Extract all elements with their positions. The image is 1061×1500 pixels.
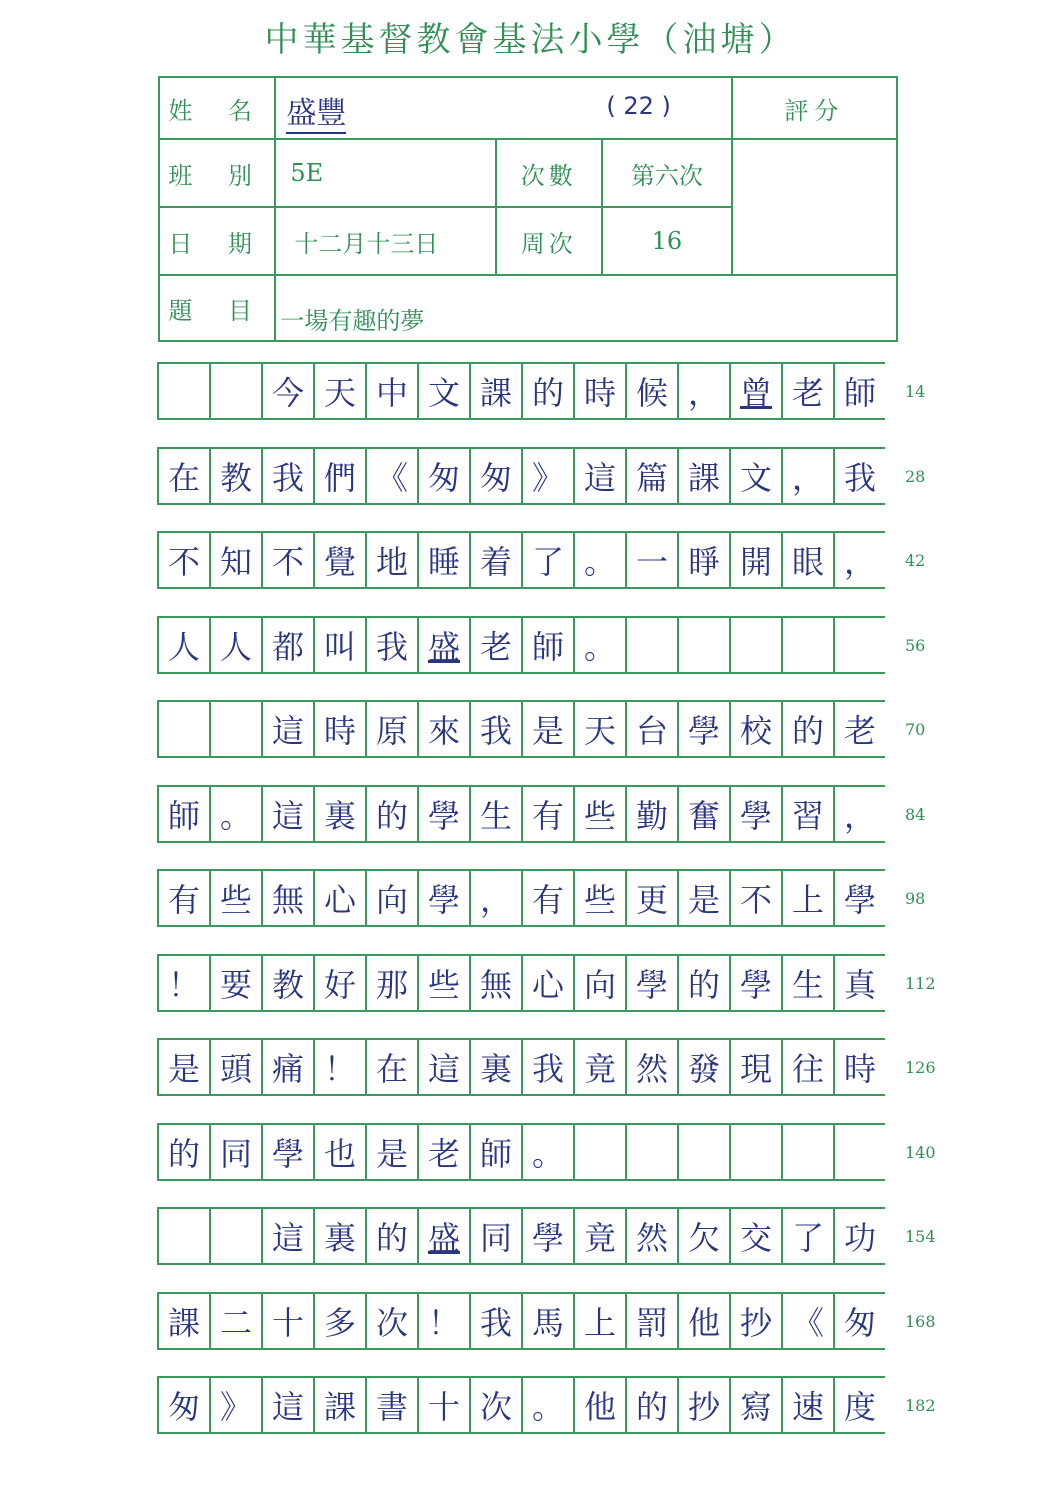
grid-cell: 同 — [469, 1207, 521, 1265]
grid-cell: 速 — [781, 1376, 833, 1434]
grid-cell: 那 — [365, 954, 417, 1012]
grid-cell: 的 — [365, 1207, 417, 1265]
grid-cell: 是 — [521, 700, 573, 758]
grid-cell: 時 — [573, 362, 625, 420]
grid-cell: 馬 — [521, 1292, 573, 1350]
grid-cell: 無 — [261, 869, 313, 927]
grid-cell: 的 — [521, 362, 573, 420]
grid-cell: 課 — [313, 1376, 365, 1434]
date-value: 十二月十三日 — [275, 207, 495, 275]
header-table — [158, 76, 898, 342]
grid-cell: 這 — [261, 1207, 313, 1265]
grid-cell: 時 — [313, 700, 365, 758]
grid-cell — [625, 1123, 677, 1181]
grid-cell — [781, 616, 833, 674]
grid-cell: 更 — [625, 869, 677, 927]
grid-cell: 。 — [209, 785, 261, 843]
grid-cell: 的 — [625, 1376, 677, 1434]
grid-cell: 竟 — [573, 1038, 625, 1096]
grid-cell: 抄 — [729, 1292, 781, 1350]
grid-cell: 上 — [573, 1292, 625, 1350]
row-count: 28 — [905, 467, 926, 486]
grid-cell: 這 — [261, 1376, 313, 1434]
row-count: 140 — [905, 1143, 936, 1162]
week-label: 周次 — [496, 207, 602, 275]
grid-cell: 向 — [573, 954, 625, 1012]
grid-cell: 這 — [261, 785, 313, 843]
grid-cell: 學 — [521, 1207, 573, 1265]
grid-cell: 候 — [625, 362, 677, 420]
grid-cell: 在 — [365, 1038, 417, 1096]
grid-cell: 裏 — [469, 1038, 521, 1096]
grid-cell: 竟 — [573, 1207, 625, 1265]
grid-cell: 教 — [209, 447, 261, 505]
grid-cell: 學 — [261, 1123, 313, 1181]
grid-cell: 有 — [157, 869, 209, 927]
grid-cell: 開 — [729, 531, 781, 589]
grid-cell: 篇 — [625, 447, 677, 505]
grid-cell: 學 — [729, 785, 781, 843]
grid-cell: 學 — [677, 700, 729, 758]
times-label: 次數 — [496, 139, 602, 207]
grid-cell: 同 — [209, 1123, 261, 1181]
grid-cell: 我 — [261, 447, 313, 505]
grid-cell: 奮 — [677, 785, 729, 843]
grid-cell: 心 — [313, 869, 365, 927]
grid-cell: 這 — [261, 700, 313, 758]
grid-cell — [209, 700, 261, 758]
date-label: 日 期 — [159, 207, 275, 275]
grid-cell: 有 — [521, 869, 573, 927]
grid-cell — [677, 1123, 729, 1181]
grid-cell: 匆 — [469, 447, 521, 505]
grid-cell: 的 — [157, 1123, 209, 1181]
grid-cell: 習 — [781, 785, 833, 843]
grid-cell: 。 — [521, 1123, 573, 1181]
grid-cell: 今 — [261, 362, 313, 420]
grid-cell: 的 — [781, 700, 833, 758]
grid-cell: 是 — [677, 869, 729, 927]
grid-cell — [209, 362, 261, 420]
grid-cell: 《 — [781, 1292, 833, 1350]
grid-row — [157, 700, 926, 760]
grid-cell — [729, 616, 781, 674]
name-label: 姓 名 — [159, 77, 275, 139]
name-cell — [275, 77, 732, 139]
grid-cell: 在 — [157, 447, 209, 505]
grid-cell: 也 — [313, 1123, 365, 1181]
grid-cell: 曾 — [729, 362, 781, 420]
grid-cell: 校 — [729, 700, 781, 758]
grid-cell: ， — [833, 531, 885, 589]
grid-cell — [833, 616, 885, 674]
grid-cell: 們 — [313, 447, 365, 505]
grid-cell: 天 — [573, 700, 625, 758]
grid-cell: 師 — [469, 1123, 521, 1181]
row-count: 14 — [905, 382, 926, 401]
grid-cell: 原 — [365, 700, 417, 758]
grid-cell: 然 — [625, 1038, 677, 1096]
grid-cell — [729, 1123, 781, 1181]
grid-cell: 了 — [521, 531, 573, 589]
grid-cell: 學 — [417, 869, 469, 927]
grid-cell: 睜 — [677, 531, 729, 589]
grid-cell: 有 — [521, 785, 573, 843]
topic-label: 題 目 — [159, 275, 275, 341]
grid-cell: 了 — [781, 1207, 833, 1265]
grid-cell: ！ — [417, 1292, 469, 1350]
score-label: 評分 — [732, 77, 897, 139]
grid-cell: 學 — [625, 954, 677, 1012]
grid-cell: 心 — [521, 954, 573, 1012]
grid-cell: 這 — [417, 1038, 469, 1096]
grid-cell: 寫 — [729, 1376, 781, 1434]
grid-cell: 師 — [157, 785, 209, 843]
score-box — [732, 139, 897, 275]
grid-cell: 我 — [469, 700, 521, 758]
grid-cell: 老 — [469, 616, 521, 674]
grid-cell: ， — [833, 785, 885, 843]
grid-cell: 我 — [521, 1038, 573, 1096]
grid-cell: 勤 — [625, 785, 677, 843]
grid-cell: 匆 — [833, 1292, 885, 1350]
topic-value: 一場有趣的夢 — [275, 275, 897, 341]
grid-cell — [625, 616, 677, 674]
grid-cell: 學 — [833, 869, 885, 927]
grid-row — [157, 954, 936, 1014]
grid-cell: 欠 — [677, 1207, 729, 1265]
grid-cell: 些 — [573, 785, 625, 843]
grid-cell: 上 — [781, 869, 833, 927]
grid-cell: ， — [677, 362, 729, 420]
grid-cell — [209, 1207, 261, 1265]
grid-cell: 課 — [469, 362, 521, 420]
class-label: 班 別 — [159, 139, 275, 207]
grid-cell: 次 — [469, 1376, 521, 1434]
grid-row — [157, 616, 926, 676]
grid-row — [157, 785, 926, 845]
row-count: 84 — [905, 805, 926, 824]
grid-cell: 痛 — [261, 1038, 313, 1096]
grid-cell: 天 — [313, 362, 365, 420]
grid-cell: 的 — [677, 954, 729, 1012]
grid-cell: ！ — [313, 1038, 365, 1096]
grid-cell: 學 — [417, 785, 469, 843]
grid-row — [157, 1207, 936, 1267]
row-count: 168 — [905, 1312, 936, 1331]
grid-cell: 知 — [209, 531, 261, 589]
grid-cell: 現 — [729, 1038, 781, 1096]
grid-cell — [157, 362, 209, 420]
row-count: 126 — [905, 1058, 936, 1077]
grid-row — [157, 869, 926, 929]
grid-cell: 向 — [365, 869, 417, 927]
grid-cell: 然 — [625, 1207, 677, 1265]
row-count: 56 — [905, 636, 926, 655]
grid-cell: 生 — [781, 954, 833, 1012]
grid-row — [157, 447, 926, 507]
grid-cell: 眼 — [781, 531, 833, 589]
grid-cell: 二 — [209, 1292, 261, 1350]
grid-cell — [781, 1123, 833, 1181]
grid-cell: 《 — [365, 447, 417, 505]
grid-cell: 人 — [157, 616, 209, 674]
grid-cell: 覺 — [313, 531, 365, 589]
row-count: 70 — [905, 720, 926, 739]
class-value: 5E — [275, 139, 495, 207]
grid-cell: ， — [781, 447, 833, 505]
row-count: 112 — [905, 974, 936, 993]
grid-cell: 匆 — [157, 1376, 209, 1434]
grid-cell: 無 — [469, 954, 521, 1012]
grid-cell: 師 — [833, 362, 885, 420]
grid-cell: 些 — [209, 869, 261, 927]
grid-cell: 盛 — [417, 616, 469, 674]
grid-cell: 叫 — [313, 616, 365, 674]
grid-cell: 的 — [365, 785, 417, 843]
grid-cell: 不 — [157, 531, 209, 589]
row-count: 42 — [905, 551, 926, 570]
grid-cell: 我 — [469, 1292, 521, 1350]
grid-cell: 我 — [833, 447, 885, 505]
grid-row — [157, 362, 926, 422]
grid-cell: 》 — [521, 447, 573, 505]
grid-cell: 。 — [573, 616, 625, 674]
row-count: 182 — [905, 1396, 936, 1415]
grid-cell: 。 — [573, 531, 625, 589]
grid-cell: 師 — [521, 616, 573, 674]
grid-cell — [573, 1123, 625, 1181]
week-value: 16 — [602, 207, 732, 275]
grid-cell: 十 — [417, 1376, 469, 1434]
grid-cell: 文 — [729, 447, 781, 505]
grid-cell: 頭 — [209, 1038, 261, 1096]
grid-cell: 裏 — [313, 785, 365, 843]
grid-cell: 都 — [261, 616, 313, 674]
grid-cell: 時 — [833, 1038, 885, 1096]
grid-cell: 些 — [573, 869, 625, 927]
grid-cell: 十 — [261, 1292, 313, 1350]
grid-cell: 老 — [781, 362, 833, 420]
grid-cell — [677, 616, 729, 674]
grid-row — [157, 1123, 936, 1183]
grid-cell: 課 — [157, 1292, 209, 1350]
grid-cell: 些 — [417, 954, 469, 1012]
grid-cell: 好 — [313, 954, 365, 1012]
grid-cell: 度 — [833, 1376, 885, 1434]
grid-cell: 不 — [261, 531, 313, 589]
grid-cell: 。 — [521, 1376, 573, 1434]
grid-cell: 是 — [365, 1123, 417, 1181]
grid-cell: 人 — [209, 616, 261, 674]
row-count: 98 — [905, 889, 926, 908]
grid-cell: 我 — [365, 616, 417, 674]
grid-cell: 書 — [365, 1376, 417, 1434]
grid-cell: 不 — [729, 869, 781, 927]
grid-cell: 匆 — [417, 447, 469, 505]
grid-cell — [157, 1207, 209, 1265]
grid-cell: 往 — [781, 1038, 833, 1096]
grid-cell: ， — [469, 869, 521, 927]
grid-row — [157, 1376, 936, 1436]
grid-cell: ！ — [157, 954, 209, 1012]
grid-cell: 他 — [573, 1376, 625, 1434]
grid-cell: 裏 — [313, 1207, 365, 1265]
grid-cell: 台 — [625, 700, 677, 758]
grid-cell: 地 — [365, 531, 417, 589]
grid-cell: 功 — [833, 1207, 885, 1265]
grid-cell: 多 — [313, 1292, 365, 1350]
grid-cell: 學 — [729, 954, 781, 1012]
grid-cell: 發 — [677, 1038, 729, 1096]
grid-cell: 着 — [469, 531, 521, 589]
grid-row — [157, 1038, 936, 1098]
grid-cell: 》 — [209, 1376, 261, 1434]
grid-cell: 次 — [365, 1292, 417, 1350]
grid-cell: 罰 — [625, 1292, 677, 1350]
grid-cell: 課 — [677, 447, 729, 505]
grid-cell: 來 — [417, 700, 469, 758]
grid-cell: 交 — [729, 1207, 781, 1265]
grid-cell: 是 — [157, 1038, 209, 1096]
grid-cell: 他 — [677, 1292, 729, 1350]
grid-cell: 要 — [209, 954, 261, 1012]
grid-cell: 盛 — [417, 1207, 469, 1265]
grid-cell: 中 — [365, 362, 417, 420]
grid-cell — [157, 700, 209, 758]
school-title: 中華基督教會基法小學（油塘） — [264, 20, 797, 60]
row-count: 154 — [905, 1227, 936, 1246]
grid-cell: 老 — [833, 700, 885, 758]
grid-cell: 老 — [417, 1123, 469, 1181]
grid-cell: 文 — [417, 362, 469, 420]
times-value: 第六次 — [602, 139, 732, 207]
grid-cell — [833, 1123, 885, 1181]
grid-cell: 一 — [625, 531, 677, 589]
grid-cell: 教 — [261, 954, 313, 1012]
grid-cell: 這 — [573, 447, 625, 505]
name-value: 盛豐 — [286, 88, 346, 134]
grid-cell: 睡 — [417, 531, 469, 589]
grid-cell: 生 — [469, 785, 521, 843]
grid-row — [157, 1292, 936, 1352]
grid-cell: 抄 — [677, 1376, 729, 1434]
grid-row — [157, 531, 926, 591]
grid-cell: 真 — [833, 954, 885, 1012]
class-number: ( 22 ) — [606, 92, 671, 120]
